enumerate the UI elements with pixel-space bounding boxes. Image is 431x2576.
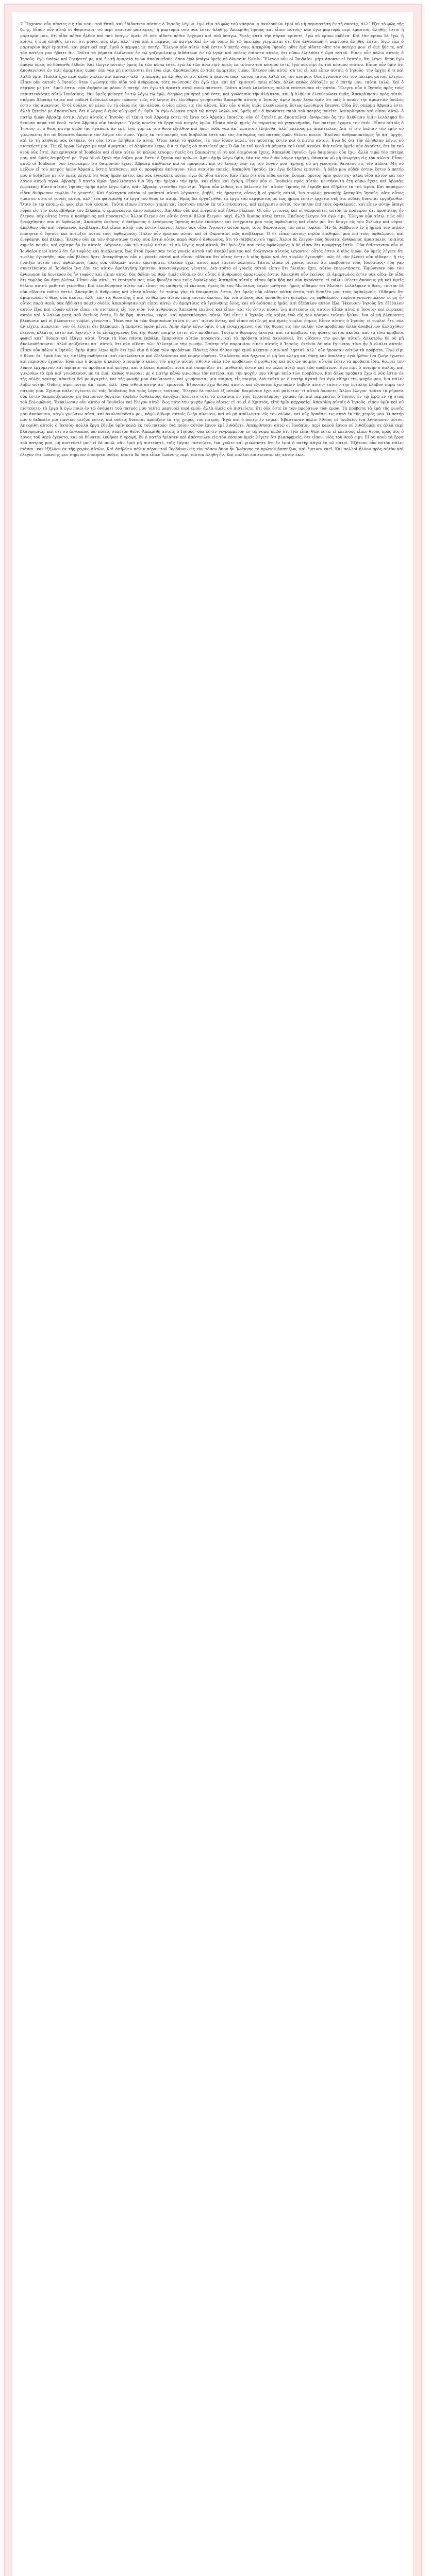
body-paragraph: Ἦρχοντο οὖν πάντες εἰς τὸν ναὸν τοῦ Θεοῦ, καὶ ἐδίδασκεν αὐτοὺς ὁ Ἰησοῦς λέγων· ἐγώ εἰμι τὸ φῶς τοῦ κόσμου· ὁ ἀκολουθῶν ἐμοὶ οὐ μὴ περιπατήσῃ ἐν τῇ σκοτίᾳ, ἀλλ᾽ ἕξει τὸ φῶς τῆς ζωῆς. Εἶπον οὖν αὐτῷ οἱ Φαρισαῖοι· σὺ περὶ σεαυτοῦ μαρτυρεῖς· ἡ μαρτυρία σου οὐκ ἔστιν ἀληθής. Ἀπεκρίθη Ἰησοῦς καὶ εἶπεν αὐτοῖς· κἂν ἐγὼ μαρτυρῶ περὶ ἐμαυτοῦ, ἀληθής ἐστιν ἡ μαρτυρία μου, ὅτι οἶδα πόθεν ἦλθον καὶ ποῦ ὑπάγω· ὑμεῖς δὲ οὐκ οἴδατε πόθεν ἔρχομαι καὶ ποῦ ὑπάγω. Ὑμεῖς κατὰ τὴν σάρκα κρίνετε, ἐγὼ οὐ κρίνω οὐδένα. Καὶ ἐὰν κρίνω δὲ ἐγώ, ἡ κρίσις ἡ ἐμὴ ἀληθής ἐστιν, ὅτι μόνος οὐκ εἰμί, ἀλλ᾽ ἐγὼ καὶ ὁ πέμψας με πατήρ. Καὶ ἐν τῷ νόμῳ δὲ τῷ ὑμετέρῳ γέγραπται ὅτι δύο ἀνθρώπων ἡ μαρτυρία ἀληθής ἐστιν. Ἐγώ εἰμι ὁ μαρτυρῶν περὶ ἐμαυτοῦ, καὶ μαρτυρεῖ περὶ ἐμοῦ ὁ πέμψας με πατήρ. Ἔλεγον οὖν αὐτῷ· ποῦ ἐστιν ὁ πατήρ σου; ἀπεκρίθη Ἰησοῦς· οὔτε ἐμὲ οἴδατε οὔτε τὸν πατέρα μου· εἰ ἐμὲ ᾔδειτε, καὶ τὸν πατέρα μου ᾔδειτε ἄν. Ταῦτα τὰ ῥήματα ἐλάλησεν ἐν τῷ γαζοφυλακίῳ διδάσκων ἐν τῷ ἱερῷ· καὶ οὐδεὶς ἐπίασεν αὐτόν, ὅτι οὔπω ἐληλύθει ἡ ὥρα αὐτοῦ. Εἶπεν οὖν πάλιν αὐτοῖς ὁ Ἰησοῦς· ἐγὼ ὑπάγω καὶ ζητήσετέ με, καὶ ἐν τῇ ἁμαρτίᾳ ὑμῶν ἀποθανεῖσθε· ὅπου ἐγὼ ὑπάγω ὑμεῖς οὐ δύνασθε ἐλθεῖν. Ἔλεγον οὖν οἱ Ἰουδαῖοι· μήτι ἀποκτενεῖ ἑαυτόν, ὅτι λέγει· ὅπου ἐγὼ ὑπάγω ὑμεῖς οὐ δύνασθε ἐλθεῖν; Καὶ ἔλεγεν αὐτοῖς· ὑμεῖς ἐκ τῶν κάτω ἐστέ, ἐγὼ ἐκ τῶν ἄνω εἰμί· ὑμεῖς ἐκ τούτου τοῦ κόσμου ἐστέ, ἐγὼ οὐκ εἰμὶ ἐκ τοῦ κόσμου τούτου. Εἶπον οὖν ὑμῖν ὅτι ἀποθανεῖσθε ἐν ταῖς ἁμαρτίαις ὑμῶν· ἐὰν γὰρ μὴ πιστεύσητε ὅτι ἐγώ εἰμι, ἀποθανεῖσθε ἐν ταῖς ἁμαρτίαις ὑμῶν. Ἔλεγον οὖν αὐτῷ· σὺ τίς εἶ; καὶ εἶπεν αὐτοῖς ὁ Ἰησοῦς· τὴν ἀρχὴν ὅ τι καὶ λαλῶ ὑμῖν. Πολλὰ ἔχω περὶ ὑμῶν λαλεῖν καὶ κρίνειν· ἀλλ᾽ ὁ πέμψας με ἀληθής ἐστιν, κἀγὼ ἃ ἤκουσα παρ᾽ αὐτοῦ ταῦτα λαλῶ εἰς τὸν κόσμον. Οὐκ ἔγνωσαν ὅτι τὸν πατέρα αὐτοῖς ἔλεγεν. Εἶπεν οὖν αὐτοῖς ὁ Ἰησοῦς· ὅταν ὑψώσητε τὸν υἱὸν τοῦ ἀνθρώπου, τότε γνώσεσθε ὅτι ἐγώ εἰμι, καὶ ἀπ᾽ ἐμαυτοῦ ποιῶ οὐδέν, ἀλλὰ καθὼς ἐδίδαξέν με ὁ πατήρ μου, ταῦτα λαλῶ. Καὶ ὁ πέμψας με μετ᾽ ἐμοῦ ἐστιν· οὐκ ἀφῆκέν με μόνον ὁ πατήρ, ὅτι ἐγὼ τὰ ἀρεστὰ αὐτῷ ποιῶ πάντοτε. Ταῦτα αὐτοῦ λαλοῦντος πολλοὶ ἐπίστευσαν εἰς αὐτόν. Ἔλεγεν οὖν ὁ Ἰησοῦς πρὸς τοὺς πεπιστευκότας αὐτῷ Ἰουδαίους· ἐὰν ὑμεῖς μείνητε ἐν τῷ λόγῳ τῷ ἐμῷ, ἀληθῶς μαθηταί μού ἐστε, καὶ γνώσεσθε τὴν ἀλήθειαν, καὶ ἡ ἀλήθεια ἐλευθερώσει ὑμᾶς. Ἀπεκρίθησαν πρὸς αὐτόν· σπέρμα Ἀβραάμ ἐσμεν καὶ οὐδενὶ δεδουλεύκαμεν πώποτε· πῶς σὺ λέγεις ὅτι ἐλεύθεροι γενήσεσθε; Ἀπεκρίθη αὐτοῖς ὁ Ἰησοῦς· ἀμὴν ἀμὴν λέγω ὑμῖν ὅτι πᾶς ὁ ποιῶν τὴν ἁμαρτίαν δοῦλός ἐστιν τῆς ἁμαρτίας. Ὁ δὲ δοῦλος οὐ μένει ἐν τῇ οἰκίᾳ εἰς τὸν αἰῶνα, ὁ υἱὸς μένει εἰς τὸν αἰῶνα. Ἐὰν οὖν ὁ υἱὸς ὑμᾶς ἐλευθερώσῃ, ὄντως ἐλεύθεροι ἔσεσθε. Οἶδα ὅτι σπέρμα Ἀβραάμ ἐστε· ἀλλὰ ζητεῖτέ με ἀποκτεῖναι, ὅτι ὁ λόγος ὁ ἐμὸς οὐ χωρεῖ ἐν ὑμῖν. Ἃ ἐγὼ ἑώρακα παρὰ τῷ πατρὶ λαλῶ· καὶ ὑμεῖς οὖν ἃ ἠκούσατε παρὰ τοῦ πατρὸς ποιεῖτε. Ἀπεκρίθησαν καὶ εἶπαν αὐτῷ· ὁ πατὴρ ἡμῶν Ἀβραάμ ἐστιν. Λέγει αὐτοῖς ὁ Ἰησοῦς· εἰ τέκνα τοῦ Ἀβραάμ ἐστε, τὰ ἔργα τοῦ Ἀβραὰμ ἐποιεῖτε· νῦν δὲ ζητεῖτέ με ἀποκτεῖναι, ἄνθρωπον ὃς τὴν ἀλήθειαν ὑμῖν λελάληκα ἣν ἤκουσα παρὰ τοῦ θεοῦ· τοῦτο Ἀβραὰμ οὐκ ἐποίησεν. Ὑμεῖς ποιεῖτε τὰ ἔργα τοῦ πατρὸς ὑμῶν. Εἶπαν αὐτῷ· ἡμεῖς ἐκ πορνείας οὐ γεγεννήμεθα, ἕνα πατέρα ἔχομεν τὸν θεόν. Εἶπεν αὐτοῖς ὁ Ἰησοῦς· εἰ ὁ θεὸς πατὴρ ὑμῶν ἦν, ἠγαπᾶτε ἂν ἐμέ, ἐγὼ γὰρ ἐκ τοῦ θεοῦ ἐξῆλθον καὶ ἥκω· οὐδὲ γὰρ ἀπ᾽ ἐμαυτοῦ ἐλήλυθα, ἀλλ᾽ ἐκεῖνός με ἀπέστειλεν. Διὰ τί τὴν λαλιὰν τὴν ἐμὴν οὐ γινώσκετε; ὅτι οὐ δύνασθε ἀκούειν τὸν λόγον τὸν ἐμόν. Ὑμεῖς ἐκ τοῦ πατρὸς τοῦ διαβόλου ἐστὲ καὶ τὰς ἐπιθυμίας τοῦ πατρὸς ὑμῶν θέλετε ποιεῖν. Ἐκεῖνος ἀνθρωποκτόνος ἦν ἀπ᾽ ἀρχῆς, καὶ ἐν τῇ ἀληθείᾳ οὐκ ἔστηκεν, ὅτι οὐκ ἔστιν ἀλήθεια ἐν αὐτῷ. Ὅταν λαλῇ τὸ ψεῦδος, ἐκ τῶν ἰδίων λαλεῖ, ὅτι ψεύστης ἐστὶν καὶ ὁ πατὴρ αὐτοῦ. Ἐγὼ δὲ ὅτι τὴν ἀλήθειαν λέγω, οὐ πιστεύετέ μοι. Τίς ἐξ ὑμῶν ἐλέγχει με περὶ ἁμαρτίας; εἰ ἀλήθειαν λέγω, διὰ τί ὑμεῖς οὐ πιστεύετέ μοι; Ὁ ὢν ἐκ τοῦ θεοῦ τὰ ῥήματα τοῦ θεοῦ ἀκούει· διὰ τοῦτο ὑμεῖς οὐκ ἀκούετε, ὅτι ἐκ τοῦ θεοῦ οὐκ ἐστέ. Ἀπεκρίθησαν οἱ Ἰουδαῖοι καὶ εἶπαν αὐτῷ· οὐ καλῶς λέγομεν ἡμεῖς ὅτι Σαμαρίτης εἶ σὺ καὶ δαιμόνιον ἔχεις; Ἀπεκρίθη Ἰησοῦς· ἐγὼ δαιμόνιον οὐκ ἔχω, ἀλλὰ τιμῶ τὸν πατέρα μου, καὶ ὑμεῖς ἀτιμάζετέ με. Ἐγὼ δὲ οὐ ζητῶ τὴν δόξαν μου· ἔστιν ὁ ζητῶν καὶ κρίνων. Ἀμὴν ἀμὴν λέγω ὑμῖν, ἐάν τις τὸν ἐμὸν λόγον τηρήσῃ, θάνατον οὐ μὴ θεωρήσῃ εἰς τὸν αἰῶνα. Εἶπον αὐτῷ οἱ Ἰουδαῖοι· νῦν ἐγνώκαμεν ὅτι δαιμόνιον ἔχεις. Ἀβραὰμ ἀπέθανεν καὶ οἱ προφῆται, καὶ σὺ λέγεις· ἐάν τις τὸν λόγον μου τηρήσῃ, οὐ μὴ γεύσηται θανάτου εἰς τὸν αἰῶνα. Μὴ σὺ μείζων εἶ τοῦ πατρὸς ἡμῶν Ἀβραάμ, ὅστις ἀπέθανεν; καὶ οἱ προφῆται ἀπέθανον· τίνα σεαυτὸν ποιεῖς; Ἀπεκρίθη Ἰησοῦς· ἐὰν ἐγὼ δοξάσω ἐμαυτόν, ἡ δόξα μου οὐδέν ἐστιν· ἔστιν ὁ πατήρ μου ὁ δοξάζων με, ὃν ὑμεῖς λέγετε ὅτι θεὸς ἡμῶν ἐστιν, καὶ οὐκ ἐγνώκατε αὐτόν, ἐγὼ δὲ οἶδα αὐτόν. Κἂν εἴπω ὅτι οὐκ οἶδα αὐτόν, ἔσομαι ὅμοιος ὑμῖν ψεύστης· ἀλλὰ οἶδα αὐτὸν καὶ τὸν λόγον αὐτοῦ τηρῶ. Ἀβραὰμ ὁ πατὴρ ὑμῶν ἠγαλλιάσατο ἵνα ἴδῃ τὴν ἡμέραν τὴν ἐμήν, καὶ εἶδεν καὶ ἐχάρη. Εἶπον οὖν οἱ Ἰουδαῖοι πρὸς αὐτόν· πεντήκοντα ἔτη οὔπω ἔχεις καὶ Ἀβραὰμ ἑώρακας; Εἶπεν αὐτοῖς Ἰησοῦς· ἀμὴν ἀμὴν λέγω ὑμῖν, πρὶν Ἀβραὰμ γενέσθαι ἐγὼ εἰμί. Ἦραν οὖν λίθους ἵνα βάλωσιν ἐπ᾽ αὐτόν· Ἰησοῦς δὲ ἐκρύβη καὶ ἐξῆλθεν ἐκ τοῦ ἱεροῦ. Καὶ παράγων εἶδεν ἄνθρωπον τυφλὸν ἐκ γενετῆς. Καὶ ἠρώτησαν αὐτὸν οἱ μαθηταὶ αὐτοῦ λέγοντες· ῥαββί, τίς ἥμαρτεν, οὗτος ἢ οἱ γονεῖς αὐτοῦ, ἵνα τυφλὸς γεννηθῇ; Ἀπεκρίθη Ἰησοῦς· οὔτε οὗτος ἥμαρτεν οὔτε οἱ γονεῖς αὐτοῦ, ἀλλ᾽ ἵνα φανερωθῇ τὰ ἔργα τοῦ θεοῦ ἐν αὐτῷ. Ἡμᾶς δεῖ ἐργάζεσθαι τὰ ἔργα τοῦ πέμψαντός με ἕως ἡμέρα ἐστίν· ἔρχεται νὺξ ὅτε οὐδεὶς δύναται ἐργάζεσθαι. Ὅταν ἐν τῷ κόσμῳ ὦ, φῶς εἰμι τοῦ κόσμου. Ταῦτα εἰπὼν ἔπτυσεν χαμαὶ καὶ ἐποίησεν πηλὸν ἐκ τοῦ πτύσματος, καὶ ἐπέχρισεν αὐτοῦ τὸν πηλὸν ἐπὶ τοὺς ὀφθαλμούς, καὶ εἶπεν αὐτῷ· ὕπαγε νίψαι εἰς τὴν κολυμβήθραν τοῦ Σιλωάμ, ὃ ἑρμηνεύεται ἀπεσταλμένος. Ἀπῆλθεν οὖν καὶ ἐνίψατο καὶ ἦλθεν βλέπων. Οἱ οὖν γείτονες καὶ οἱ θεωροῦντες αὐτὸν τὸ πρότερον ὅτι προσαίτης ἦν ἔλεγον· οὐχ οὗτός ἐστιν ὁ καθήμενος καὶ προσαιτῶν; Ἄλλοι ἔλεγον ὅτι οὗτός ἐστιν· ἄλλοι ἔλεγον· οὐχί, ἀλλὰ ὅμοιος αὐτῷ ἐστιν. Ἐκεῖνος ἔλεγεν ὅτι ἐγώ εἰμι. Ἔλεγον οὖν αὐτῷ· πῶς οὖν ἠνεῴχθησάν σου οἱ ὀφθαλμοί; Ἀπεκρίθη ἐκεῖνος· ὁ ἄνθρωπος ὁ λεγόμενος Ἰησοῦς πηλὸν ἐποίησεν καὶ ἐπέχρισέν μου τοὺς ὀφθαλμοὺς καὶ εἶπέν μοι ὅτι ὕπαγε εἰς τὸν Σιλωὰμ καὶ νίψαι· ἀπελθὼν οὖν καὶ νιψάμενος ἀνέβλεψα. Καὶ εἶπαν αὐτῷ· ποῦ ἐστιν ἐκεῖνος; λέγει· οὐκ οἶδα. Ἄγουσιν αὐτὸν πρὸς τοὺς Φαρισαίους τόν ποτε τυφλόν. Ἦν δὲ σάββατον ἐν ᾗ ἡμέρᾳ τὸν πηλὸν ἐποίησεν ὁ Ἰησοῦς καὶ ἀνέῳξεν αὐτοῦ τοὺς ὀφθαλμούς. Πάλιν οὖν ἠρώτων αὐτὸν καὶ οἱ Φαρισαῖοι πῶς ἀνέβλεψεν. Ὁ δὲ εἶπεν αὐτοῖς· πηλὸν ἐπέθηκέν μου ἐπὶ τοὺς ὀφθαλμούς, καὶ ἐνιψάμην, καὶ βλέπω. Ἔλεγον οὖν ἐκ τῶν Φαρισαίων τινές· οὐκ ἔστιν οὗτος παρὰ θεοῦ ὁ ἄνθρωπος, ὅτι τὸ σάββατον οὐ τηρεῖ. Ἄλλοι δὲ ἔλεγον· πῶς δύναται ἄνθρωπος ἁμαρτωλὸς τοιαῦτα σημεῖα ποιεῖν; καὶ σχίσμα ἦν ἐν αὐτοῖς. Λέγουσιν οὖν τῷ τυφλῷ πάλιν· τί σὺ λέγεις περὶ αὐτοῦ, ὅτι ἠνέῳξέν σου τοὺς ὀφθαλμούς; ὁ δὲ εἶπεν ὅτι προφήτης ἐστίν. Οὐκ ἐπίστευσαν οὖν οἱ Ἰουδαῖοι περὶ αὐτοῦ ὅτι ἦν τυφλὸς καὶ ἀνέβλεψεν, ἕως ὅτου ἐφώνησαν τοὺς γονεῖς αὐτοῦ τοῦ ἀναβλέψαντος καὶ ἠρώτησαν αὐτοὺς λέγοντες· οὗτός ἐστιν ὁ υἱὸς ὑμῶν, ὃν ὑμεῖς λέγετε ὅτι τυφλὸς ἐγεννήθη; πῶς οὖν βλέπει ἄρτι; Ἀπεκρίθησαν οὖν οἱ γονεῖς αὐτοῦ καὶ εἶπαν· οἴδαμεν ὅτι οὗτός ἐστιν ὁ υἱὸς ἡμῶν καὶ ὅτι τυφλὸς ἐγεννήθη· πῶς δὲ νῦν βλέπει οὐκ οἴδαμεν, ἢ τίς ἤνοιξεν αὐτοῦ τοὺς ὀφθαλμοὺς ἡμεῖς οὐκ οἴδαμεν· αὐτὸν ἐρωτήσατε, ἡλικίαν ἔχει, αὐτὸς περὶ ἑαυτοῦ λαλήσει. Ταῦτα εἶπαν οἱ γονεῖς αὐτοῦ ὅτι ἐφοβοῦντο τοὺς Ἰουδαίους· ἤδη γὰρ συνετέθειντο οἱ Ἰουδαῖοι ἵνα ἐάν τις αὐτὸν ὁμολογήσῃ Χριστόν, ἀποσυνάγωγος γένηται. Διὰ τοῦτο οἱ γονεῖς αὐτοῦ εἶπαν ὅτι ἡλικίαν ἔχει, αὐτὸν ἐπερωτήσατε. Ἐφώνησαν οὖν τὸν ἄνθρωπον ἐκ δευτέρου ὃς ἦν τυφλὸς καὶ εἶπαν αὐτῷ· δὸς δόξαν τῷ θεῷ· ἡμεῖς οἴδαμεν ὅτι οὗτος ὁ ἄνθρωπος ἁμαρτωλός ἐστιν. Ἀπεκρίθη οὖν ἐκεῖνος· εἰ ἁμαρτωλός ἐστιν οὐκ οἶδα· ἓν οἶδα ὅτι τυφλὸς ὢν ἄρτι βλέπω. Εἶπον οὖν αὐτῷ· τί ἐποίησέν σοι; πῶς ἤνοιξέν σου τοὺς ὀφθαλμούς; Ἀπεκρίθη αὐτοῖς· εἶπον ὑμῖν ἤδη καὶ οὐκ ἠκούσατε· τί πάλιν θέλετε ἀκούειν; μὴ καὶ ὑμεῖς θέλετε αὐτοῦ μαθηταὶ γενέσθαι; Καὶ ἐλοιδόρησαν αὐτὸν καὶ εἶπον· σὺ μαθητὴς εἶ ἐκείνου, ἡμεῖς δὲ τοῦ Μωϋσέως ἐσμὲν μαθηταί· ἡμεῖς οἴδαμεν ὅτι Μωϋσεῖ λελάληκεν ὁ θεός, τοῦτον δὲ οὐκ οἴδαμεν πόθεν ἐστίν. Ἀπεκρίθη ὁ ἄνθρωπος καὶ εἶπεν αὐτοῖς· ἐν τούτῳ γὰρ τὸ θαυμαστόν ἐστιν, ὅτι ὑμεῖς οὐκ οἴδατε πόθεν ἐστίν, καὶ ἤνοιξέν μου τοὺς ὀφθαλμούς. Οἴδαμεν ὅτι ἁμαρτωλῶν ὁ θεὸς οὐκ ἀκούει, ἀλλ᾽ ἐάν τις θεοσεβὴς ᾖ καὶ τὸ θέλημα αὐτοῦ ποιῇ τούτου ἀκούει. Ἐκ τοῦ αἰῶνος οὐκ ἠκούσθη ὅτι ἠνέῳξέν τις ὀφθαλμοὺς τυφλοῦ γεγεννημένου· εἰ μὴ ἦν οὗτος παρὰ θεοῦ, οὐκ ἠδύνατο ποιεῖν οὐδέν. Ἀπεκρίθησαν καὶ εἶπαν αὐτῷ· ἐν ἁμαρτίαις σὺ ἐγεννήθης ὅλος, καὶ σὺ διδάσκεις ἡμᾶς; καὶ ἐξέβαλον αὐτὸν ἔξω. Ἤκουσεν Ἰησοῦς ὅτι ἐξέβαλον αὐτὸν ἔξω, καὶ εὑρὼν αὐτὸν εἶπεν· σὺ πιστεύεις εἰς τὸν υἱὸν τοῦ ἀνθρώπου; Ἀπεκρίθη ἐκεῖνος καὶ εἶπεν· καὶ τίς ἐστιν, κύριε, ἵνα πιστεύσω εἰς αὐτόν; Εἶπεν αὐτῷ ὁ Ἰησοῦς· καὶ ἑώρακας αὐτὸν καὶ ὁ λαλῶν μετὰ σοῦ ἐκεῖνός ἐστιν. Ὁ δὲ ἔφη· πιστεύω, κύριε· καὶ προσεκύνησεν αὐτῷ. Καὶ εἶπεν ὁ Ἰησοῦς· εἰς κρίμα ἐγὼ εἰς τὸν κόσμον τοῦτον ἦλθον, ἵνα οἱ μὴ βλέποντες βλέπωσιν καὶ οἱ βλέποντες τυφλοὶ γένωνται. Ἤκουσαν ἐκ τῶν Φαρισαίων ταῦτα οἱ μετ᾽ αὐτοῦ ὄντες, καὶ εἶπον αὐτῷ· μὴ καὶ ἡμεῖς τυφλοί ἐσμεν; Εἶπεν αὐτοῖς ὁ Ἰησοῦς· εἰ τυφλοὶ ἦτε, οὐκ ἂν εἴχετε ἁμαρτίαν· νῦν δὲ λέγετε ὅτι βλέπομεν, ἡ ἁμαρτία ὑμῶν μένει. Ἀμὴν ἀμὴν λέγω ὑμῖν, ὁ μὴ εἰσερχόμενος διὰ τῆς θύρας εἰς τὴν αὐλὴν τῶν προβάτων ἀλλὰ ἀναβαίνων ἀλλαχόθεν ἐκεῖνος κλέπτης ἐστὶν καὶ λῃστής· ὁ δὲ εἰσερχόμενος διὰ τῆς θύρας ποιμήν ἐστιν τῶν προβάτων. Τούτῳ ὁ θυρωρὸς ἀνοίγει, καὶ τὰ πρόβατα τῆς φωνῆς αὐτοῦ ἀκούει, καὶ τὰ ἴδια πρόβατα φωνεῖ κατ᾽ ὄνομα καὶ ἐξάγει αὐτά. Ὅταν τὰ ἴδια πάντα ἐκβάλῃ, ἔμπροσθεν αὐτῶν πορεύεται, καὶ τὰ πρόβατα αὐτῷ ἀκολουθεῖ, ὅτι οἴδασιν τὴν φωνὴν αὐτοῦ· ἀλλοτρίῳ δὲ οὐ μὴ ἀκολουθήσουσιν, ἀλλὰ φεύξονται ἀπ᾽ αὐτοῦ, ὅτι οὐκ οἴδασι τῶν ἀλλοτρίων τὴν φωνήν. Ταύτην τὴν παροιμίαν εἶπεν αὐτοῖς ὁ Ἰησοῦς· ἐκεῖνοι δὲ οὐκ ἔγνωσαν τίνα ἦν ἃ ἐλάλει αὐτοῖς. Εἶπεν οὖν πάλιν ὁ Ἰησοῦς· ἀμὴν ἀμὴν λέγω ὑμῖν ὅτι ἐγώ εἰμι ἡ θύρα τῶν προβάτων. Πάντες ὅσοι ἦλθον πρὸ ἐμοῦ κλέπται εἰσὶν καὶ λῃσταί· ἀλλ᾽ οὐκ ἤκουσαν αὐτῶν τὰ πρόβατα. Ἐγώ εἰμι ἡ θύρα· δι᾽ ἐμοῦ ἐάν τις εἰσέλθῃ σωθήσεται καὶ εἰσελεύσεται καὶ ἐξελεύσεται καὶ νομὴν εὑρήσει. Ὁ κλέπτης οὐκ ἔρχεται εἰ μὴ ἵνα κλέψῃ καὶ θύσῃ καὶ ἀπολέσῃ· ἐγὼ ἦλθον ἵνα ζωὴν ἔχωσιν καὶ περισσὸν ἔχωσιν. Ἐγώ εἰμι ὁ ποιμὴν ὁ καλός· ὁ ποιμὴν ὁ καλὸς τὴν ψυχὴν αὐτοῦ τίθησιν ὑπὲρ τῶν προβάτων· ὁ μισθωτὸς καὶ οὐκ ὢν ποιμήν, οὗ οὐκ ἔστιν τὰ πρόβατα ἴδια, θεωρεῖ τὸν λύκον ἐρχόμενον καὶ ἀφίησιν τὰ πρόβατα καὶ φεύγει, καὶ ὁ λύκος ἁρπάζει αὐτὰ καὶ σκορπίζει· ὅτι μισθωτός ἐστιν καὶ οὐ μέλει αὐτῷ περὶ τῶν προβάτων. Ἐγώ εἰμι ὁ ποιμὴν ὁ καλός, καὶ γινώσκω τὰ ἐμὰ καὶ γινώσκουσί με τὰ ἐμά, καθὼς γινώσκει με ὁ πατὴρ κἀγὼ γινώσκω τὸν πατέρα, καὶ τὴν ψυχήν μου τίθημι ὑπὲρ τῶν προβάτων. Καὶ ἄλλα πρόβατα ἔχω ἃ οὐκ ἔστιν ἐκ τῆς αὐλῆς ταύτης· κἀκεῖνα δεῖ με ἀγαγεῖν, καὶ τῆς φωνῆς μου ἀκούσουσιν, καὶ γενήσονται μία ποίμνη, εἷς ποιμήν. Διὰ τοῦτό με ὁ πατὴρ ἀγαπᾷ ὅτι ἐγὼ τίθημι τὴν ψυχήν μου, ἵνα πάλιν λάβω αὐτήν. Οὐδεὶς αἴρει αὐτὴν ἀπ᾽ ἐμοῦ, ἀλλ᾽ ἐγὼ τίθημι αὐτὴν ἀπ᾽ ἐμαυτοῦ. Ἐξουσίαν ἔχω θεῖναι αὐτήν, καὶ ἐξουσίαν ἔχω πάλιν λαβεῖν αὐτήν· ταύτην τὴν ἐντολὴν ἔλαβον παρὰ τοῦ πατρός μου. Σχίσμα πάλιν ἐγένετο ἐν τοῖς Ἰουδαίοις διὰ τοὺς λόγους τούτους. Ἔλεγον δὲ πολλοὶ ἐξ αὐτῶν· δαιμόνιον ἔχει καὶ μαίνεται· τί αὐτοῦ ἀκούετε; Ἄλλοι ἔλεγον· ταῦτα τὰ ῥήματα οὐκ ἔστιν δαιμονιζομένου· μὴ δαιμόνιον δύναται τυφλῶν ὀφθαλμοὺς ἀνοῖξαι; Ἐγένετο τότε τὰ ἐγκαίνια ἐν τοῖς Ἱεροσολύμοις· χειμὼν ἦν, καὶ περιεπάτει ὁ Ἰησοῦς ἐν τῷ ἱερῷ ἐν τῇ στοᾷ τοῦ Σολομῶνος. Ἐκύκλωσαν οὖν αὐτὸν οἱ Ἰουδαῖοι καὶ ἔλεγον αὐτῷ· ἕως πότε τὴν ψυχὴν ἡμῶν αἴρεις; εἰ σὺ εἶ ὁ Χριστός, εἰπὲ ἡμῖν παρρησίᾳ. Ἀπεκρίθη αὐτοῖς ὁ Ἰησοῦς· εἶπον ὑμῖν καὶ οὐ πιστεύετε· τὰ ἔργα ἃ ἐγὼ ποιῶ ἐν τῷ ὀνόματι τοῦ πατρός μου ταῦτα μαρτυρεῖ περὶ ἐμοῦ· ἀλλὰ ὑμεῖς οὐ πιστεύετε, ὅτι οὐκ ἐστὲ ἐκ τῶν προβάτων τῶν ἐμῶν. Τὰ πρόβατα τὰ ἐμὰ τῆς φωνῆς μου ἀκούουσιν, κἀγὼ γινώσκω αὐτά, καὶ ἀκολουθοῦσίν μοι, κἀγὼ δίδωμι αὐτοῖς ζωὴν αἰώνιον, καὶ οὐ μὴ ἀπόλωνται εἰς τὸν αἰῶνα, καὶ οὐχ ἁρπάσει τις αὐτὰ ἐκ τῆς χειρός μου. Ὁ πατήρ μου ὃ δέδωκέν μοι πάντων μεῖζόν ἐστιν, καὶ οὐδεὶς δύναται ἁρπάζειν ἐκ τῆς χειρὸς τοῦ πατρός. Ἐγὼ καὶ ὁ πατὴρ ἕν ἐσμεν. Ἐβάστασαν πάλιν λίθους οἱ Ἰουδαῖοι ἵνα λιθάσωσιν αὐτόν. Ἀπεκρίθη αὐτοῖς ὁ Ἰησοῦς· πολλὰ ἔργα ἔδειξα ὑμῖν καλὰ ἐκ τοῦ πατρός· διὰ ποῖον αὐτῶν ἔργον ἐμὲ λιθάζετε; Ἀπεκρίθησαν αὐτῷ οἱ Ἰουδαῖοι· περὶ καλοῦ ἔργου οὐ λιθάζομέν σε ἀλλὰ περὶ βλασφημίας, καὶ ὅτι σὺ ἄνθρωπος ὢν ποιεῖς σεαυτὸν θεόν. Ἀπεκρίθη αὐτοῖς ὁ Ἰησοῦς· οὐκ ἔστιν γεγραμμένον ἐν τῷ νόμῳ ὑμῶν ὅτι ἐγὼ εἶπα· θεοί ἐστε; εἰ ἐκείνους εἶπεν θεοὺς πρὸς οὓς ὁ λόγος τοῦ θεοῦ ἐγένετο, καὶ οὐ δύναται λυθῆναι ἡ γραφή, ὃν ὁ πατὴρ ἡγίασεν καὶ ἀπέστειλεν εἰς τὸν κόσμον ὑμεῖς λέγετε ὅτι βλασφημεῖς, ὅτι εἶπον· υἱὸς τοῦ θεοῦ εἰμι; Εἰ οὐ ποιῶ τὰ ἔργα τοῦ πατρός μου, μὴ πιστεύετέ μοι· εἰ δὲ ποιῶ, κἂν ἐμοὶ μὴ πιστεύητε, τοῖς ἔργοις πιστεύετε, ἵνα γνῶτε καὶ γινώσκητε ὅτι ἐν ἐμοὶ ὁ πατὴρ κἀγὼ ἐν τῷ πατρί. Ἐζήτουν οὖν αὐτὸν πάλιν πιάσαι· καὶ ἐξῆλθεν ἐκ τῆς χειρὸς αὐτῶν. Καὶ ἀπῆλθεν πάλιν πέραν τοῦ Ἰορδάνου εἰς τὸν τόπον ὅπου ἦν Ἰωάννης τὸ πρῶτον βαπτίζων, καὶ ἔμεινεν ἐκεῖ. Καὶ πολλοὶ ἦλθον πρὸς αὐτὸν καὶ ἔλεγον ὅτι Ἰωάννης μὲν σημεῖον ἐποίησεν οὐδέν, πάντα δὲ ὅσα εἶπεν Ἰωάννης περὶ τούτου ἀληθῆ ἦν. Καὶ πολλοὶ ἐπίστευσαν εἰς αὐτὸν ἐκεῖ.	[20, 22, 404, 457]
page-frame	[4, 4, 422, 2576]
text-panel	[12, 12, 413, 2576]
greek-body-text	[20, 21, 404, 457]
chapter-marker: 7	[20, 22, 23, 26]
